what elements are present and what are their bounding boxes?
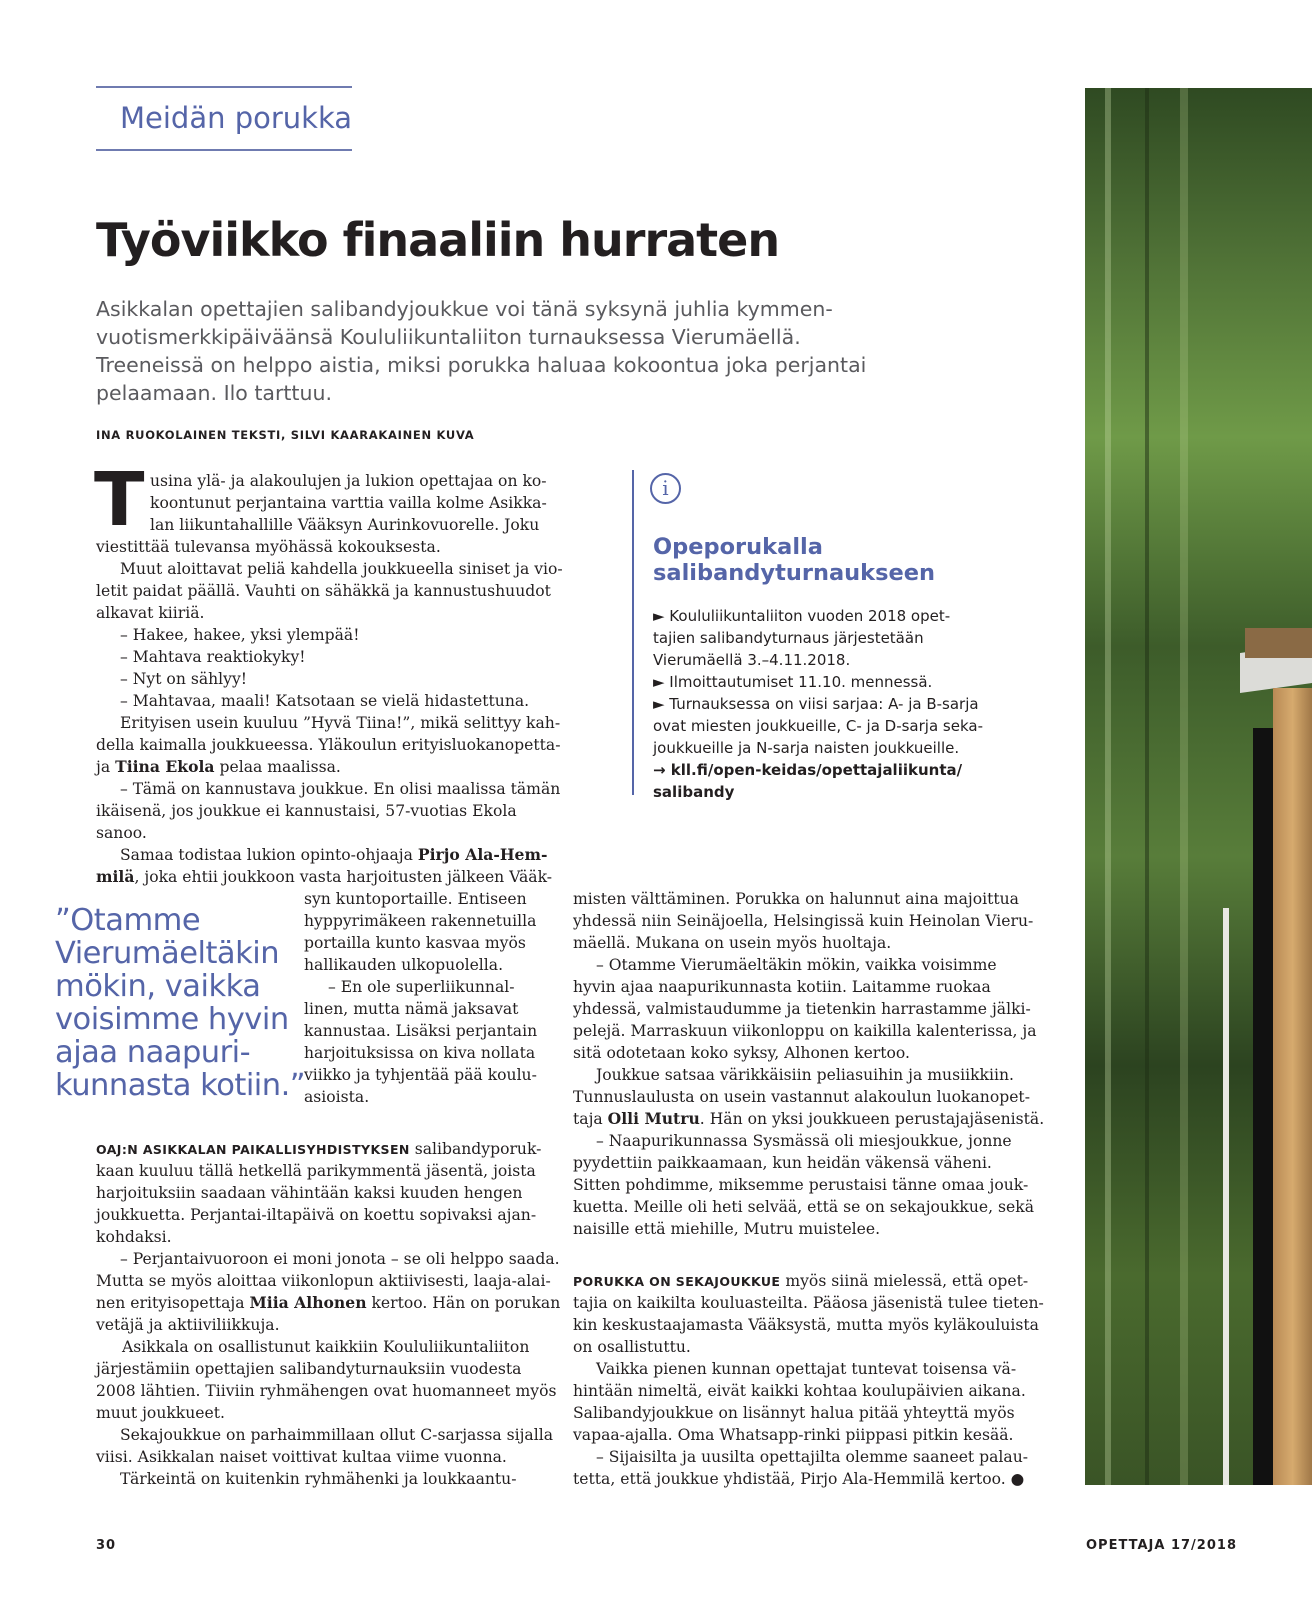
body-line: mäellä. Mukana on usein myös huoltaja.: [573, 934, 892, 952]
body-line: – Sijaisilta ja uusilta opettajilta olemme saaneet palau-: [596, 1448, 1029, 1466]
body-line: hallikauden ulkopuolella.: [304, 956, 504, 974]
magazine-issue: OPETTAJA 17/2018: [1086, 1538, 1237, 1553]
info-box-line: Vierumäellä 3.–4.11.2018.: [653, 651, 851, 669]
body-line: kannustaa. Lisäksi perjantain: [304, 1022, 538, 1040]
body-line: – Nyt on sählyy!: [120, 670, 248, 688]
body-line: – Mahtava reaktiokyky!: [120, 648, 306, 666]
body-line: alkavat kiiriä.: [96, 604, 205, 622]
body-line: milä, joka ehtii joukkoon vasta harjoitusten jälkeen Vääk-: [96, 867, 553, 886]
body-line: hyppyrimäkeen rakennetuilla: [304, 912, 537, 930]
person-name: Miia Alhonen: [249, 1293, 367, 1312]
body-line: on osallistuttu.: [573, 1338, 691, 1356]
page-number: 30: [96, 1538, 117, 1553]
info-box-line: ► Ilmoittautumiset 11.10. mennessä.: [653, 673, 933, 691]
section-rule-bottom: [96, 149, 352, 151]
body-line: usina ylä- ja alakoulujen ja lukion opettajaa on ko-: [150, 472, 547, 490]
person-name: Tiina Ekola: [115, 757, 215, 776]
body-line: Sitten pohdimme, miksemme perustaisi tänne omaa jouk-: [573, 1176, 1029, 1194]
body-line: tetta, että joukkue yhdistää, Pirjo Ala-Hemmilä kertoo. ●: [573, 1470, 1025, 1488]
body-line: sitä odotetaan koko syksy, Alhonen kertoo.: [573, 1044, 910, 1062]
body-line: kaan kuuluu tällä hetkellä parikymmentä jäsentä, joista: [96, 1162, 536, 1180]
body-line: misten välttäminen. Porukka on halunnut aina majoittua: [573, 890, 1019, 908]
body-line: joukkuetta. Perjantai-iltapäivä on koettu sopivaksi ajan-: [96, 1206, 537, 1224]
headline: Työviikko finaaliin hurraten: [96, 213, 780, 267]
body-line: hyvin ajaa naapurikunnasta kotiin. Laitamme ruokaa: [573, 978, 991, 996]
body-line: kuetta. Meille oli heti selvää, että se on sekajoukkue, sekä: [573, 1198, 1035, 1216]
body-line: – Perjantaivuoroon ei moni jonota – se oli helppo saada.: [120, 1250, 560, 1268]
body-line: viisi. Asikkalan naiset voittivat kultaa viime vuonna.: [96, 1448, 507, 1466]
info-box-line: ovat miesten joukkueille, C- ja D-sarja seka-: [653, 717, 983, 735]
run-in-heading: PORUKKA ON SEKAJOUKKUE: [573, 1274, 781, 1289]
body-line: taja Olli Mutru. Hän on yksi joukkueen perustajajäsenistä.: [573, 1109, 1045, 1128]
body-line: kohdaksi.: [96, 1228, 172, 1246]
body-line: kin keskustaajamasta Vääksystä, mutta myös kyläkouluista: [573, 1316, 1039, 1334]
body-line: vapaa-ajalla. Oma Whatsapp-rinki piippasi pitkin kesää.: [573, 1426, 1014, 1444]
info-box-rule: [632, 470, 634, 795]
body-line: naisille että miehille, Mutru muistelee.: [573, 1220, 881, 1238]
body-line: – Hakee, hakee, yksi ylempää!: [120, 626, 360, 644]
body-line: PORUKKA ON SEKAJOUKKUE myös siinä mielessä, että opet-: [573, 1272, 1029, 1290]
body-line: viestittää tulevansa myöhässä kokouksesta.: [96, 538, 441, 556]
body-line: Vaikka pienen kunnan opettajat tuntevat toisensa vä-: [596, 1360, 1017, 1378]
body-line: harjoituksissa on kiva nollata: [304, 1044, 536, 1062]
info-box-line: ► Turnauksessa on viisi sarjaa: A- ja B-sarja: [653, 695, 979, 713]
run-in-heading: OAJ:N ASIKKALAN PAIKALLISYHDISTYKSEN: [96, 1142, 410, 1157]
body-line: syn kuntoportaille. Entiseen: [304, 890, 527, 908]
person-name: Olli Mutru: [607, 1109, 700, 1128]
body-line: della kaimalla joukkueessa. Yläkoulun erityisluokanopetta-: [96, 736, 561, 754]
body-line: Erityisen usein kuuluu ”Hyvä Tiina!”, mikä selittyy kah-: [120, 714, 561, 732]
body-line: linen, mutta nämä jaksavat: [304, 1000, 519, 1018]
lead-line: Asikkalan opettajien salibandyjoukkue voi tänä syksynä juhlia kymmen-: [96, 297, 833, 321]
body-line: OAJ:N ASIKKALAN PAIKALLISYHDISTYKSEN salibandyporuk-: [96, 1140, 542, 1158]
byline: INA RUOKOLAINEN TEKSTI, SILVI KAARAKAINEN KUVA: [96, 428, 475, 442]
body-line: Mutta se myös aloittaa viikonlopun aktiivisesti, laaja-alai-: [96, 1272, 551, 1290]
body-line: asioista.: [304, 1088, 370, 1106]
drop-cap: T: [94, 457, 145, 543]
body-line: Salibandyjoukkue on lisännyt halua pitää yhteyttä myös: [573, 1404, 1015, 1422]
body-line: Sekajoukkue on parhaimmillaan ollut C-sarjassa sijalla: [120, 1426, 553, 1444]
info-box-link[interactable]: → kll.fi/open-keidas/opettajaliikunta/: [653, 761, 963, 779]
body-line: hintään nimeltä, eivät kaikki kohtaa koulupäivien aikana.: [573, 1382, 1026, 1400]
body-line: muut joukkueet.: [96, 1404, 225, 1422]
body-line: harjoituksiin saadaan vähintään kaksi kuuden hengen: [96, 1184, 523, 1202]
info-box-link[interactable]: salibandy: [653, 783, 735, 801]
body-line: pyydettiin paikkaamaan, kun heidän väkensä väheni.: [573, 1154, 992, 1172]
body-line: yhdessä, valmistaudumme ja tietenkin harrastamme jälki-: [573, 1000, 1031, 1018]
info-box-title: salibandyturnaukseen: [653, 560, 936, 586]
body-line: Muut aloittavat peliä kahdella joukkueella siniset ja vio-: [120, 560, 563, 578]
pull-quote-line: mökin, vaikka: [55, 969, 261, 1004]
section-label: Meidän porukka: [120, 101, 352, 135]
info-box-line: ► Koululiikuntaliiton vuoden 2018 opet-: [653, 607, 951, 625]
body-line: pelejä. Marraskuun viikonloppu on kaikilla kalenterissa, ja: [573, 1022, 1037, 1040]
info-icon: i: [650, 473, 681, 504]
body-line: sanoo.: [96, 824, 147, 842]
body-line: – Otamme Vierumäeltäkin mökin, vaikka voisimme: [596, 956, 997, 974]
body-line: viikko ja tyhjentää pää koulu-: [304, 1066, 537, 1084]
body-line: – Tämä on kannustava joukkue. En olisi maalissa tämän: [120, 780, 561, 798]
body-line: yhdessä niin Seinäjoella, Helsingissä kuin Heinolan Vieru-: [573, 912, 1034, 930]
body-line: lan liikuntahallille Vääksyn Aurinkovuorelle. Joku: [150, 516, 540, 534]
body-line: ikäisenä, jos joukkue ei kannustaisi, 57-vuotias Ekola: [96, 802, 517, 820]
body-line: Samaa todistaa lukion opinto-ohjaaja Pirjo Ala-Hem-: [120, 845, 548, 864]
pull-quote-line: ajaa naapuri-: [55, 1035, 251, 1070]
body-line: Joukkue satsaa värikkäisiin peliasuihin ja musiikkiin.: [596, 1066, 1014, 1084]
pull-quote-line: voisimme hyvin: [55, 1002, 289, 1037]
body-line: – Naapurikunnassa Sysmässä oli miesjoukkue, jonne: [596, 1132, 1012, 1150]
body-line: järjestämiin opettajien salibandyturnauksiin vuodesta: [96, 1360, 522, 1378]
body-line: koontunut perjantaina varttia vailla kolme Asikka-: [150, 494, 547, 512]
photo-forest-post: [1085, 88, 1312, 1485]
body-line: vetäjä ja aktiiviliikkuja.: [96, 1316, 280, 1334]
lead-line: vuotismerkkipäiväänsä Koululiikuntaliiton turnauksessa Vierumäellä.: [96, 325, 801, 349]
pull-quote-line: ”Otamme: [55, 903, 201, 938]
body-line: – Mahtavaa, maali! Katsotaan se vielä hidastettuna.: [120, 692, 530, 710]
body-line: portailla kunto kasvaa myös: [304, 934, 526, 952]
pull-quote-line: kunnasta kotiin.”: [55, 1068, 306, 1103]
info-box-line: joukkueille ja N-sarja naisten joukkueille.: [653, 739, 960, 757]
info-box-line: tajien salibandyturnaus järjestetään: [653, 629, 924, 647]
pull-quote-line: Vierumäeltäkin: [55, 936, 280, 971]
lead-line: Treeneissä on helppo aistia, miksi porukka haluaa kokoontua joka perjantai: [96, 353, 867, 377]
body-line: letit paidat päällä. Vauhti on sähäkkä ja kannustushuudot: [96, 582, 551, 600]
section-rule-top: [96, 86, 352, 88]
body-line: tajia on kaikilta kouluasteilta. Pääosa jäsenistä tulee tieten-: [573, 1294, 1044, 1312]
body-line: Asikkala on osallistunut kaikkiin Koululiikuntaliiton: [122, 1338, 530, 1356]
body-line: ja Tiina Ekola pelaa maalissa.: [96, 757, 341, 776]
person-name: Pirjo Ala-Hem-: [417, 845, 548, 864]
body-line: – En ole superliikunnal-: [328, 978, 515, 996]
body-line: Tunnuslaulusta on usein vastannut alakoulun luokanopet-: [573, 1088, 1030, 1106]
body-line: Tärkeintä on kuitenkin ryhmähenki ja loukkaantu-: [120, 1470, 517, 1488]
body-line: 2008 lähtien. Tiiviin ryhmähengen ovat huomanneet myös: [96, 1382, 557, 1400]
lead-line: pelaamaan. Ilo tarttuu.: [96, 381, 332, 405]
person-name: milä: [96, 867, 135, 886]
body-line: nen erityisopettaja Miia Alhonen kertoo. Hän on porukan: [96, 1293, 561, 1312]
info-box-title: Opeporukalla: [653, 534, 823, 560]
